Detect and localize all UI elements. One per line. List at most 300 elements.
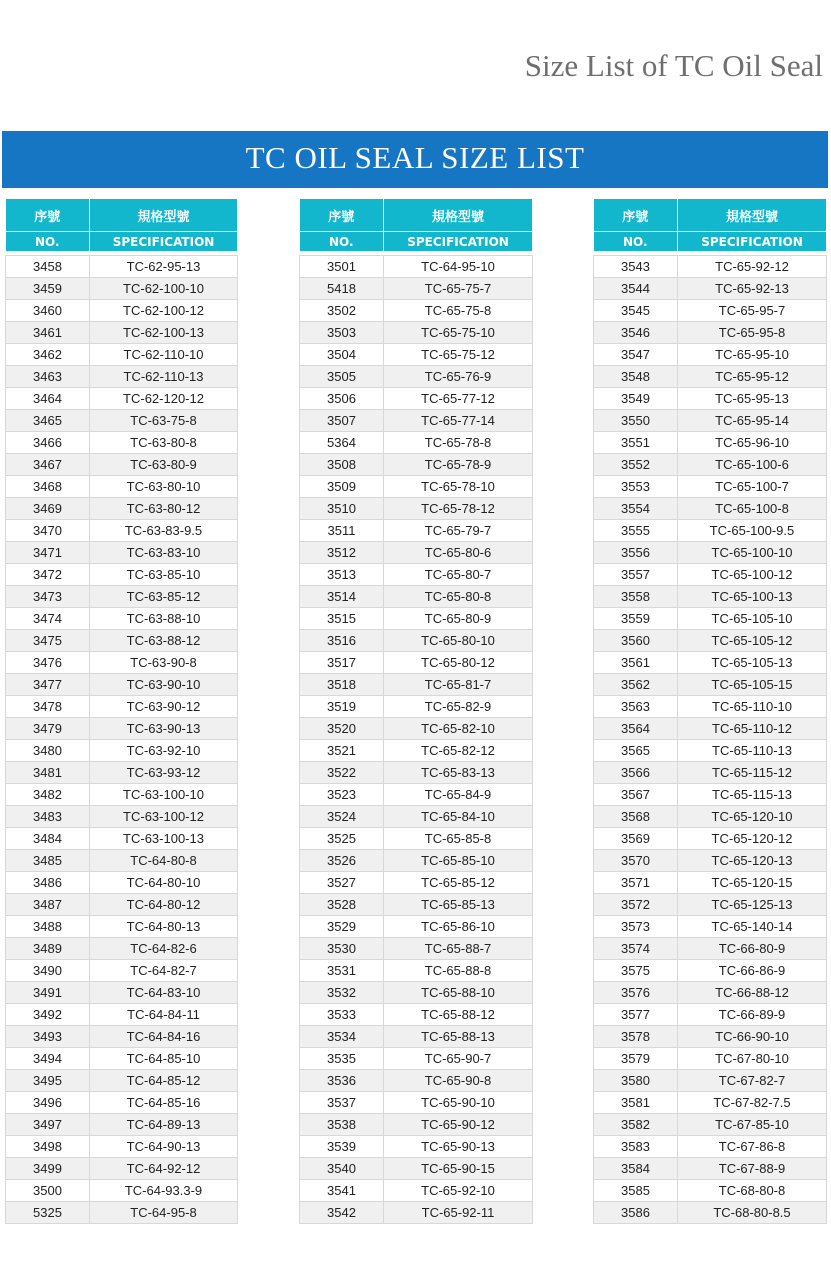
cell-specification: TC-65-84-10 xyxy=(384,806,533,828)
table-row xyxy=(594,586,827,608)
table-row xyxy=(594,1202,827,1224)
cell-specification: TC-66-80-9 xyxy=(678,938,827,960)
table-row xyxy=(6,564,238,586)
cell-specification: TC-65-75-10 xyxy=(384,322,533,344)
cell-no: 3473 xyxy=(6,586,90,608)
table-row xyxy=(300,542,533,564)
cell-specification: TC-65-75-7 xyxy=(384,278,533,300)
header-no-cn: 序號 xyxy=(300,199,384,232)
table-row xyxy=(6,256,238,278)
cell-no: 3524 xyxy=(300,806,384,828)
table-row xyxy=(594,520,827,542)
table-row xyxy=(300,652,533,674)
table-row xyxy=(594,1004,827,1026)
table-row xyxy=(6,1180,238,1202)
cell-specification: TC-65-80-7 xyxy=(384,564,533,586)
table-row xyxy=(594,696,827,718)
cell-no: 3483 xyxy=(6,806,90,828)
header-spec-en: SPECIFICATION xyxy=(384,232,533,252)
cell-specification: TC-65-85-12 xyxy=(384,872,533,894)
cell-no: 3521 xyxy=(300,740,384,762)
cell-specification: TC-65-120-15 xyxy=(678,872,827,894)
cell-no: 3586 xyxy=(594,1202,678,1224)
table-row xyxy=(6,916,238,938)
cell-specification: TC-65-85-8 xyxy=(384,828,533,850)
cell-no: 3484 xyxy=(6,828,90,850)
table-row xyxy=(300,916,533,938)
cell-specification: TC-64-95-10 xyxy=(384,256,533,278)
table-row xyxy=(594,1180,827,1202)
cell-no: 3552 xyxy=(594,454,678,476)
cell-specification: TC-64-85-16 xyxy=(90,1092,238,1114)
cell-no: 3546 xyxy=(594,322,678,344)
cell-specification: TC-65-95-8 xyxy=(678,322,827,344)
cell-no: 3518 xyxy=(300,674,384,696)
table-row xyxy=(6,828,238,850)
cell-no: 5364 xyxy=(300,432,384,454)
table-row xyxy=(594,432,827,454)
cell-specification: TC-67-86-8 xyxy=(678,1136,827,1158)
cell-no: 3555 xyxy=(594,520,678,542)
cell-no: 3553 xyxy=(594,476,678,498)
cell-no: 3503 xyxy=(300,322,384,344)
cell-no: 3496 xyxy=(6,1092,90,1114)
cell-no: 3522 xyxy=(300,762,384,784)
table-row xyxy=(6,894,238,916)
size-table xyxy=(5,199,238,1224)
cell-no: 3559 xyxy=(594,608,678,630)
table-row xyxy=(594,894,827,916)
table-row xyxy=(300,872,533,894)
cell-specification: TC-65-125-13 xyxy=(678,894,827,916)
table-row xyxy=(6,586,238,608)
table-row xyxy=(300,432,533,454)
cell-specification: TC-62-100-12 xyxy=(90,300,238,322)
cell-no: 3471 xyxy=(6,542,90,564)
cell-specification: TC-64-89-13 xyxy=(90,1114,238,1136)
cell-specification: TC-62-100-13 xyxy=(90,322,238,344)
header-no-en: NO. xyxy=(300,232,384,252)
cell-specification: TC-66-86-9 xyxy=(678,960,827,982)
size-list-banner xyxy=(2,131,828,188)
cell-no: 3482 xyxy=(6,784,90,806)
cell-no: 3526 xyxy=(300,850,384,872)
cell-specification: TC-63-83-9.5 xyxy=(90,520,238,542)
cell-specification: TC-65-110-12 xyxy=(678,718,827,740)
cell-specification: TC-65-85-10 xyxy=(384,850,533,872)
table-row xyxy=(300,1004,533,1026)
table-row xyxy=(300,1114,533,1136)
cell-specification: TC-65-92-13 xyxy=(678,278,827,300)
cell-specification: TC-65-90-12 xyxy=(384,1114,533,1136)
cell-specification: TC-65-95-12 xyxy=(678,366,827,388)
cell-specification: TC-65-76-9 xyxy=(384,366,533,388)
cell-specification: TC-64-84-16 xyxy=(90,1026,238,1048)
cell-no: 3480 xyxy=(6,740,90,762)
cell-no: 3585 xyxy=(594,1180,678,1202)
cell-no: 3537 xyxy=(300,1092,384,1114)
cell-specification: TC-65-105-12 xyxy=(678,630,827,652)
cell-specification: TC-65-96-10 xyxy=(678,432,827,454)
table-row xyxy=(594,410,827,432)
cell-no: 3462 xyxy=(6,344,90,366)
table-row xyxy=(594,608,827,630)
cell-no: 3566 xyxy=(594,762,678,784)
cell-no: 3561 xyxy=(594,652,678,674)
cell-no: 3515 xyxy=(300,608,384,630)
cell-specification: TC-64-85-10 xyxy=(90,1048,238,1070)
cell-specification: TC-67-82-7 xyxy=(678,1070,827,1092)
table-row xyxy=(300,828,533,850)
cell-specification: TC-64-80-13 xyxy=(90,916,238,938)
cell-specification: TC-65-120-12 xyxy=(678,828,827,850)
cell-specification: TC-65-78-8 xyxy=(384,432,533,454)
table-row xyxy=(300,410,533,432)
table-row xyxy=(300,1158,533,1180)
cell-no: 3497 xyxy=(6,1114,90,1136)
cell-specification: TC-65-105-10 xyxy=(678,608,827,630)
cell-specification: TC-65-82-9 xyxy=(384,696,533,718)
cell-specification: TC-65-88-12 xyxy=(384,1004,533,1026)
cell-no: 3531 xyxy=(300,960,384,982)
cell-specification: TC-65-95-10 xyxy=(678,344,827,366)
table-row xyxy=(594,300,827,322)
cell-no: 3528 xyxy=(300,894,384,916)
cell-specification: TC-65-80-9 xyxy=(384,608,533,630)
cell-specification: TC-65-140-14 xyxy=(678,916,827,938)
cell-specification: TC-65-88-8 xyxy=(384,960,533,982)
table-row xyxy=(6,322,238,344)
table-row xyxy=(594,542,827,564)
cell-no: 3541 xyxy=(300,1180,384,1202)
cell-specification: TC-65-78-9 xyxy=(384,454,533,476)
cell-specification: TC-62-95-13 xyxy=(90,256,238,278)
cell-no: 3487 xyxy=(6,894,90,916)
cell-no: 3523 xyxy=(300,784,384,806)
cell-specification: TC-65-79-7 xyxy=(384,520,533,542)
cell-specification: TC-63-90-13 xyxy=(90,718,238,740)
cell-specification: TC-65-110-13 xyxy=(678,740,827,762)
cell-specification: TC-65-77-14 xyxy=(384,410,533,432)
cell-no: 3499 xyxy=(6,1158,90,1180)
cell-no: 3463 xyxy=(6,366,90,388)
table-row xyxy=(6,300,238,322)
table-row xyxy=(300,740,533,762)
table-row xyxy=(594,740,827,762)
table-row xyxy=(594,806,827,828)
cell-specification: TC-64-90-13 xyxy=(90,1136,238,1158)
cell-no: 3488 xyxy=(6,916,90,938)
cell-no: 3507 xyxy=(300,410,384,432)
page-title: Size List of TC Oil Seal xyxy=(524,48,823,83)
table-row xyxy=(300,344,533,366)
table-row xyxy=(6,960,238,982)
cell-specification: TC-62-120-12 xyxy=(90,388,238,410)
cell-no: 3491 xyxy=(6,982,90,1004)
cell-specification: TC-63-80-8 xyxy=(90,432,238,454)
cell-no: 3563 xyxy=(594,696,678,718)
cell-specification: TC-63-90-8 xyxy=(90,652,238,674)
table-row xyxy=(6,454,238,476)
cell-specification: TC-65-115-12 xyxy=(678,762,827,784)
cell-no: 3467 xyxy=(6,454,90,476)
cell-no: 3468 xyxy=(6,476,90,498)
cell-specification: TC-65-100-9.5 xyxy=(678,520,827,542)
cell-specification: TC-65-80-6 xyxy=(384,542,533,564)
table-row xyxy=(594,784,827,806)
cell-no: 3570 xyxy=(594,850,678,872)
cell-no: 3505 xyxy=(300,366,384,388)
table-row xyxy=(300,498,533,520)
cell-specification: TC-65-92-12 xyxy=(678,256,827,278)
table-row xyxy=(6,1158,238,1180)
table-row xyxy=(6,850,238,872)
table-row xyxy=(6,278,238,300)
table-row xyxy=(594,718,827,740)
table-row xyxy=(594,872,827,894)
table-row xyxy=(6,498,238,520)
cell-no: 3474 xyxy=(6,608,90,630)
cell-specification: TC-62-110-13 xyxy=(90,366,238,388)
cell-no: 3510 xyxy=(300,498,384,520)
cell-specification: TC-65-82-12 xyxy=(384,740,533,762)
cell-specification: TC-65-80-8 xyxy=(384,586,533,608)
table-row xyxy=(300,278,533,300)
cell-no: 3562 xyxy=(594,674,678,696)
table-row xyxy=(6,1136,238,1158)
table-row xyxy=(300,256,533,278)
cell-specification: TC-66-89-9 xyxy=(678,1004,827,1026)
table-row xyxy=(6,982,238,1004)
cell-no: 3583 xyxy=(594,1136,678,1158)
cell-specification: TC-63-75-8 xyxy=(90,410,238,432)
cell-no: 3575 xyxy=(594,960,678,982)
cell-specification: TC-65-92-11 xyxy=(384,1202,533,1224)
header-no-en: NO. xyxy=(594,232,678,252)
cell-specification: TC-63-90-10 xyxy=(90,674,238,696)
table-row xyxy=(300,388,533,410)
header-spec-cn: 規格型號 xyxy=(678,199,827,232)
table-row xyxy=(594,1070,827,1092)
table-row xyxy=(300,960,533,982)
table-row xyxy=(6,1004,238,1026)
cell-specification: TC-65-82-10 xyxy=(384,718,533,740)
cell-specification: TC-64-82-6 xyxy=(90,938,238,960)
table-row xyxy=(6,410,238,432)
cell-no: 3573 xyxy=(594,916,678,938)
table-row xyxy=(594,564,827,586)
table-row xyxy=(300,850,533,872)
cell-no: 3489 xyxy=(6,938,90,960)
table-row xyxy=(594,652,827,674)
table-row xyxy=(6,740,238,762)
table-row xyxy=(300,696,533,718)
cell-specification: TC-63-88-12 xyxy=(90,630,238,652)
cell-no: 3513 xyxy=(300,564,384,586)
cell-specification: TC-65-77-12 xyxy=(384,388,533,410)
table-row xyxy=(300,564,533,586)
table-row xyxy=(594,388,827,410)
table-row xyxy=(6,784,238,806)
table-row xyxy=(594,850,827,872)
cell-specification: TC-65-86-10 xyxy=(384,916,533,938)
cell-no: 3578 xyxy=(594,1026,678,1048)
table-row xyxy=(300,894,533,916)
table-body xyxy=(594,256,827,1224)
cell-specification: TC-63-85-12 xyxy=(90,586,238,608)
cell-no: 3527 xyxy=(300,872,384,894)
cell-no: 5418 xyxy=(300,278,384,300)
cell-no: 3576 xyxy=(594,982,678,1004)
cell-no: 3565 xyxy=(594,740,678,762)
cell-specification: TC-65-90-15 xyxy=(384,1158,533,1180)
table-row xyxy=(594,916,827,938)
table-row xyxy=(594,1092,827,1114)
cell-specification: TC-64-84-11 xyxy=(90,1004,238,1026)
table-row xyxy=(300,608,533,630)
cell-specification: TC-67-85-10 xyxy=(678,1114,827,1136)
cell-specification: TC-64-92-12 xyxy=(90,1158,238,1180)
cell-specification: TC-65-100-13 xyxy=(678,586,827,608)
cell-specification: TC-64-83-10 xyxy=(90,982,238,1004)
table-row xyxy=(300,1026,533,1048)
table-row xyxy=(6,762,238,784)
cell-specification: TC-65-75-8 xyxy=(384,300,533,322)
table-row xyxy=(594,1026,827,1048)
header-no-cn: 序號 xyxy=(6,199,90,232)
cell-specification: TC-63-80-9 xyxy=(90,454,238,476)
cell-no: 3525 xyxy=(300,828,384,850)
cell-no: 3544 xyxy=(594,278,678,300)
cell-specification: TC-67-80-10 xyxy=(678,1048,827,1070)
cell-specification: TC-65-100-6 xyxy=(678,454,827,476)
table-row xyxy=(594,1048,827,1070)
table-row xyxy=(300,630,533,652)
cell-specification: TC-65-78-10 xyxy=(384,476,533,498)
table-row xyxy=(300,520,533,542)
cell-no: 3551 xyxy=(594,432,678,454)
table-row xyxy=(300,322,533,344)
cell-no: 3461 xyxy=(6,322,90,344)
table-row xyxy=(6,652,238,674)
table-row xyxy=(6,872,238,894)
cell-specification: TC-65-84-9 xyxy=(384,784,533,806)
cell-specification: TC-64-93.3-9 xyxy=(90,1180,238,1202)
table-row xyxy=(300,1202,533,1224)
cell-no: 3557 xyxy=(594,564,678,586)
cell-no: 3558 xyxy=(594,586,678,608)
cell-no: 3464 xyxy=(6,388,90,410)
cell-specification: TC-66-88-12 xyxy=(678,982,827,1004)
cell-no: 3466 xyxy=(6,432,90,454)
header-spec-cn: 規格型號 xyxy=(90,199,238,232)
table-row xyxy=(6,1026,238,1048)
cell-no: 3543 xyxy=(594,256,678,278)
table-row xyxy=(6,542,238,564)
cell-no: 3554 xyxy=(594,498,678,520)
cell-specification: TC-63-100-12 xyxy=(90,806,238,828)
cell-no: 3532 xyxy=(300,982,384,1004)
cell-specification: TC-63-80-10 xyxy=(90,476,238,498)
table-body xyxy=(6,256,238,1224)
table-row xyxy=(300,586,533,608)
cell-specification: TC-65-95-14 xyxy=(678,410,827,432)
cell-specification: TC-66-90-10 xyxy=(678,1026,827,1048)
cell-specification: TC-65-120-10 xyxy=(678,806,827,828)
cell-no: 3539 xyxy=(300,1136,384,1158)
header-spec-cn: 規格型號 xyxy=(384,199,533,232)
table-row xyxy=(6,1092,238,1114)
table-row xyxy=(594,960,827,982)
cell-no: 3508 xyxy=(300,454,384,476)
table-row xyxy=(594,1158,827,1180)
cell-no: 3477 xyxy=(6,674,90,696)
table-row xyxy=(300,762,533,784)
cell-no: 3581 xyxy=(594,1092,678,1114)
table-row xyxy=(6,476,238,498)
cell-no: 3556 xyxy=(594,542,678,564)
cell-no: 3465 xyxy=(6,410,90,432)
cell-no: 3550 xyxy=(594,410,678,432)
table-row xyxy=(6,674,238,696)
table-row xyxy=(594,1136,827,1158)
cell-specification: TC-65-78-12 xyxy=(384,498,533,520)
cell-specification: TC-63-93-12 xyxy=(90,762,238,784)
cell-no: 3479 xyxy=(6,718,90,740)
cell-specification: TC-64-80-12 xyxy=(90,894,238,916)
cell-no: 3469 xyxy=(6,498,90,520)
header-spec-en: SPECIFICATION xyxy=(678,232,827,252)
cell-specification: TC-63-80-12 xyxy=(90,498,238,520)
cell-no: 3580 xyxy=(594,1070,678,1092)
cell-no: 3458 xyxy=(6,256,90,278)
table-row xyxy=(594,476,827,498)
table-row xyxy=(300,674,533,696)
cell-no: 3485 xyxy=(6,850,90,872)
cell-no: 3502 xyxy=(300,300,384,322)
table-row xyxy=(594,322,827,344)
table-row xyxy=(594,674,827,696)
cell-no: 3492 xyxy=(6,1004,90,1026)
table-body xyxy=(300,256,533,1224)
table-row xyxy=(300,938,533,960)
table-row xyxy=(6,388,238,410)
table-row xyxy=(594,256,827,278)
table-row xyxy=(300,1180,533,1202)
cell-specification: TC-63-90-12 xyxy=(90,696,238,718)
table-row xyxy=(300,718,533,740)
table-row xyxy=(594,278,827,300)
cell-no: 3536 xyxy=(300,1070,384,1092)
table-row xyxy=(594,344,827,366)
cell-no: 3501 xyxy=(300,256,384,278)
cell-specification: TC-65-90-10 xyxy=(384,1092,533,1114)
table-row xyxy=(6,1202,238,1224)
cell-specification: TC-65-88-7 xyxy=(384,938,533,960)
table-row xyxy=(594,454,827,476)
cell-no: 3568 xyxy=(594,806,678,828)
cell-no: 3490 xyxy=(6,960,90,982)
cell-no: 3506 xyxy=(300,388,384,410)
table-row xyxy=(6,696,238,718)
table-row xyxy=(300,1092,533,1114)
banner-title: TC OIL SEAL SIZE LIST xyxy=(245,139,585,175)
size-table xyxy=(299,199,533,1224)
cell-specification: TC-68-80-8.5 xyxy=(678,1202,827,1224)
cell-no: 3577 xyxy=(594,1004,678,1026)
cell-specification: TC-65-90-13 xyxy=(384,1136,533,1158)
cell-specification: TC-65-90-8 xyxy=(384,1070,533,1092)
